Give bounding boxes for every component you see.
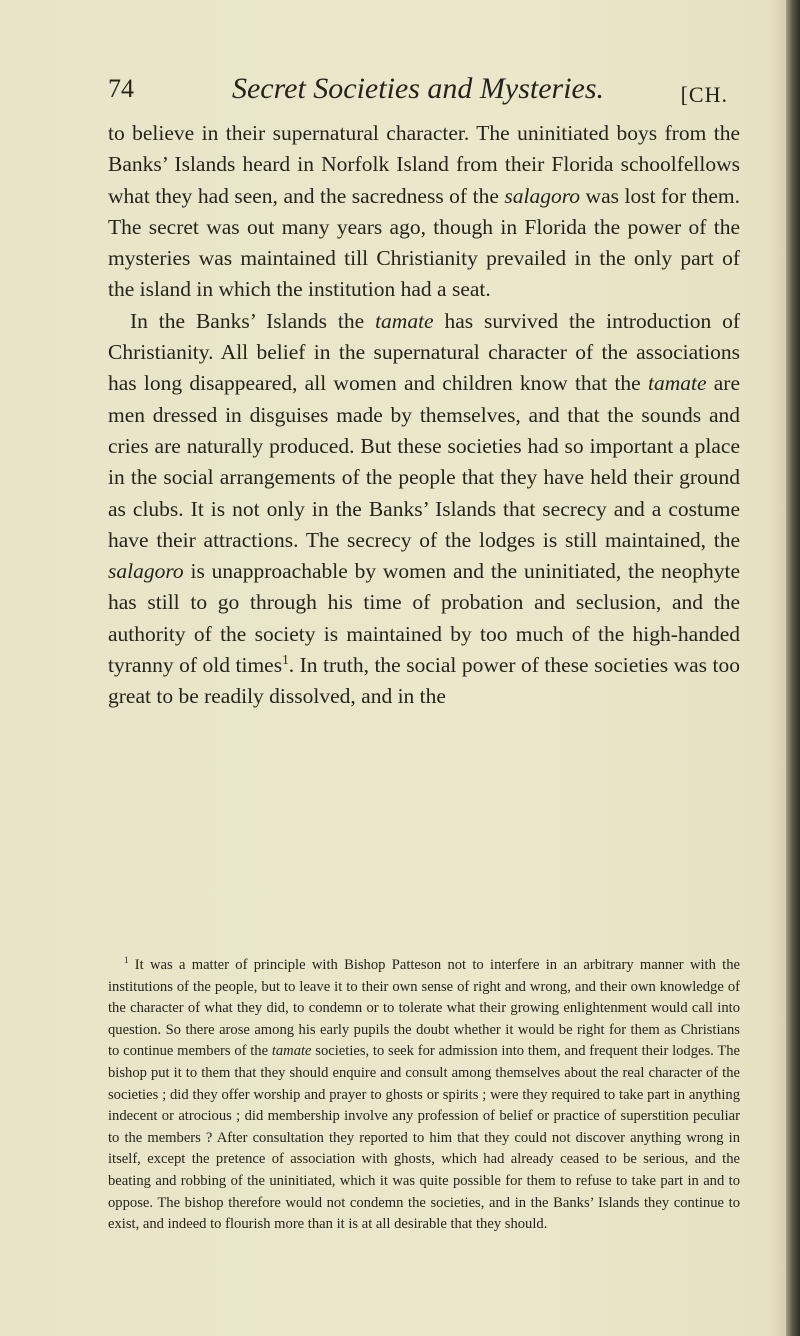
text-run: to believe in their supernatural character. The uninitiated boys from the Banks’ Islands heard in Norfolk Island from their Florida schoolfellows what they had seen, and the sacredness of the xyxy=(108,121,740,208)
chapter-mark: [CH. xyxy=(680,82,728,107)
text-run: has survived the introduction of Christianity. All belief in the supernatural character of the associations has long disappeared, all women and children know that the xyxy=(108,308,740,396)
text-run: It was a matter of principle with Bishop Patteson not to interfere in an arbitrary manner with the institutions of the people, but to leave it to their own sense of right and wrong, and their own knowledge of the character of what they did, to condemn or to tolerate what their growing enlightenment would call into question. So there arose among his early pupils the doubt whether it would be right for them as Christians to continue members of the xyxy=(108,957,740,1060)
text-run: societies, to seek for admission into them, and frequent their lodges. The bishop put it to them that they should enquire and consult among themselves about the real character of the societies ; did they offer worship and prayer to ghosts or spirits ; were they required to take part in anything indecent or atrocious ; did membership involve any profession of belief or practice of superstition peculiar to the members ? After consultation they reported to him that they could not discover anything wrong in itself, except the pretence of association with ghosts, which had already ceased to be serious, and the beating and robbing of the uninitiated, which it was quite possible for them to refuse to take part in and to oppose. The bishop therefore would not condemn the societies, and in the Banks’ Islands they continue to exist, and indeed to flourish more than it is at all desirable that they should. xyxy=(108,1043,741,1233)
page-header xyxy=(108,72,728,112)
running-title: Secret Societies and Mysteries. xyxy=(231,72,605,105)
italic-term: tamate xyxy=(375,308,434,333)
text-run: are men dressed in disguises made by themselves, and that the sounds and cries are naturally produced. But these societies had so important a place in the social arrangements of the people that they have held their ground as clubs. It is not only in the Banks’ Islands that secrecy and a costume have their attractions. The secrecy of the lodges is still maintained, the xyxy=(108,371,740,552)
italic-term: tamate xyxy=(647,371,707,396)
italic-term: salagoro xyxy=(108,559,184,584)
page-number: 74 xyxy=(108,74,134,103)
text-run: . In truth, the social power of these societies was too great to be readily dissolved, and in the xyxy=(108,653,740,709)
italic-term: salagoro xyxy=(504,183,581,208)
page-edge-shadow xyxy=(786,0,800,1336)
footnote-paragraph xyxy=(108,955,740,1236)
footnote xyxy=(108,955,740,1236)
text-run: is unapproachable by women and the uninitiated, the neophyte has still to go through his time of probation and seclusion, and the authority of the society is maintained by too much of the high-handed tyranny of old times xyxy=(108,559,740,678)
italic-term: tamate xyxy=(271,1043,312,1060)
text-run: In the Banks’ Islands the xyxy=(130,308,376,333)
footnote-marker: 1 xyxy=(124,955,129,966)
paragraph-2 xyxy=(108,306,740,713)
paragraph-1 xyxy=(108,118,740,306)
footnote-reference: 1 xyxy=(282,651,289,667)
text-run: was lost for them. The secret was out many years ago, though in Florida the power of the mysteries was maintained till Christianity prevailed in the only part of the island in which the institution had a seat. xyxy=(108,183,740,302)
body-text xyxy=(108,118,740,713)
